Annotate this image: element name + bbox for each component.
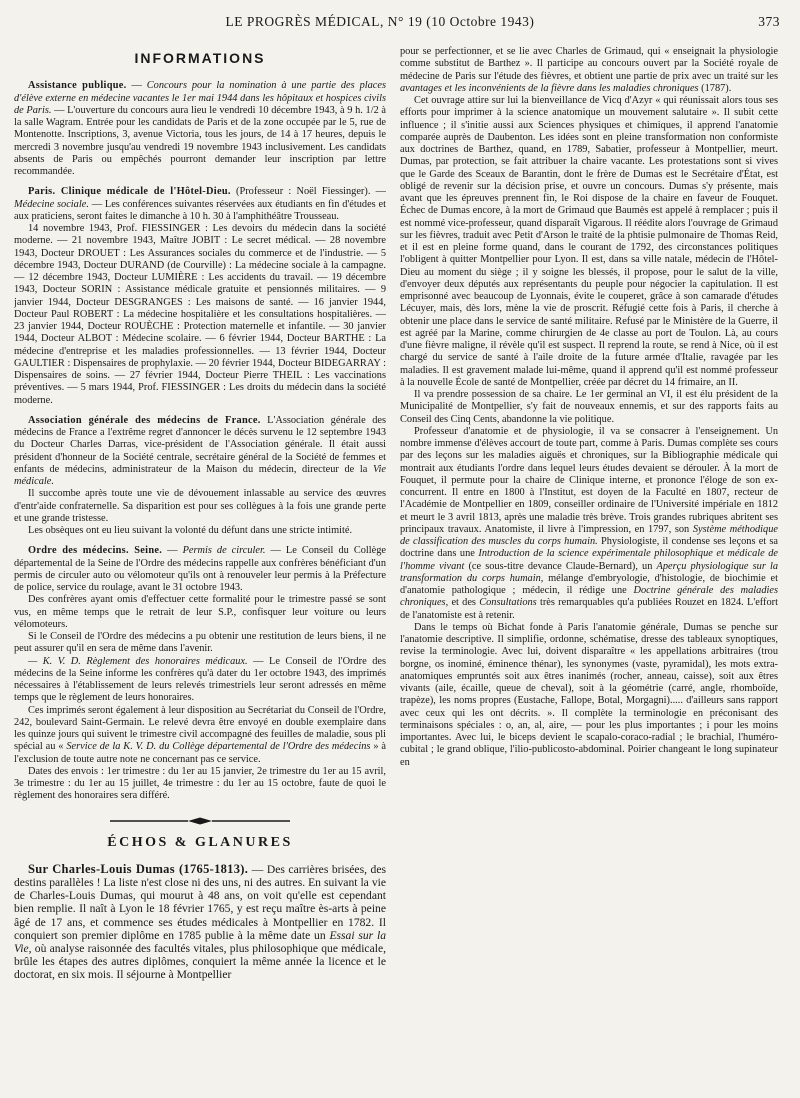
- paris-text2: — Les conférences suivantes réservées aux étudiants en fin d'études et aux praticiens, seront faites le dimanche à 10 h. 30 à l'amphithéâtre Trousseau.: [14, 198, 386, 222]
- right-p1a: pour se perfectionner, et se lie avec Charles de Grimaud, qui « enseignait la physiologie comme substitut de Barthez ». Il participe au concours ouvert par la Société royale de médecine de Paris sur l'étude des fièvres, et obtient une partie de prix avec un traité sur les: [400, 46, 778, 82]
- association-rubric: Association générale des médecins de France.: [28, 414, 261, 426]
- right-p1b: (1787).: [701, 82, 732, 94]
- kvd-text5a: Ces imprimés seront également à leur disposition au Secrétariat du Conseil de l'Ordre, 242, boulevard Saint-Germain. Le relevé devra être envoyé en double exemplaire dans les quinze jours qui suivent le trimestre civil accompagné des feuilles de maladie, sous pli spécial au «: [14, 704, 386, 753]
- right-p4e: et des: [451, 597, 476, 609]
- right-p4a: Professeur d'anatomie et de physiologie, il va se consacrer à l'enseignement. Un nombre immense d'élèves accourt de toute part, comme à Paris. Dumas complète ses cours par des leçons sur les maladies aiguës et chroniques, sur la Bibliographie médicale qui montrait aux étudiants l'ordre dans lequel leurs études devaient se dérouler. À la mort de Fouquet, il permute pour la chaire de Clinique interne, et prononce l'éloge de son ex-concurrent. Il entre en 1800 à l'Institut, est doyen de la Faculté en 1807, recteur de l'Académie de Montpellier en 1809, conseiller ordinaire de l'Université impériale en 1812 et meurt le 3 avril 1813, après une maladie très brève. Trois grandes rubriques abritent ses principaux travaux. Anatomiste, il livre à l'impression, en 1797, son: [400, 425, 778, 535]
- kvd-imprimes: [14, 705, 386, 766]
- assistance-italic: Concours pour la nomination à une partie des places d'élève externe en médecine vacantes le 1er mai 1944 dans les hôpitaux et hospices civils de Paris.: [14, 80, 386, 116]
- right-paragraph-3: Il va prendre possession de sa chaire. Le 1er germinal an VI, il est élu président de la Municipalité de Montpellier, s'y fait de nouveaux ennemis, et sur des rapports faits au Conseil des Cinq Cents, abandonne la vie politique.: [400, 389, 778, 425]
- assistance-text: — L'ouverture du concours aura lieu le vendredi 10 décembre 1943, à 9 h. 1/2 à la salle Wagram. Entrée pour les candidats de Paris et de la zone occupée par le 5, rue de Montenotte. Inscriptions, 3, avenue Victoria, tous les jours, de 14 à 17 heures, depuis le mercredi 3 novembre jusqu'au vendredi 19 novembre 1943 inclusivement. Les candidats absents de Paris ou empêchés pourront demander leur inscription par lettre recommandée.: [14, 104, 386, 177]
- ordre-text1: — Le Conseil du Collège départemental de la Seine de l'Ordre des médecins rappelle aux confrères bénéficiant d'un permis de circuler auto ou vélomoteur qu'ils ont à renouveler leur permis à la Préfecture de police, service du roulage, avant le 31 octobre 1943.: [14, 545, 386, 593]
- dumas-lead-paragraph: [14, 863, 386, 982]
- running-head: [20, 14, 780, 34]
- assistance-rubric: Assistance publique.: [28, 80, 127, 92]
- paris-italic: Médecine sociale.: [14, 198, 89, 210]
- ordre-rubric: Ordre des médecins. Seine.: [28, 545, 163, 557]
- right-paragraph-1: [400, 46, 778, 95]
- association-text2: Il succombe après toute une vie de dévouement inlassable au service des œuvres d'entr'aide confraternelle. Sa disparition est pour ses collègues à la fois une grande perte et une grande tristesse.: [14, 488, 386, 524]
- right-column: [400, 46, 778, 1092]
- right-p4-it1: Système méthodique de classification des muscles du corps humain.: [400, 523, 778, 547]
- right-paragraph-4: [400, 426, 778, 622]
- association-italic: Vie médicale.: [14, 463, 386, 487]
- right-p4-it3: Aperçu physiologique sur la transformation du corps humain,: [400, 560, 778, 584]
- right-p4-it2: Introduction de la science expérimentale philosophique et médicale de l'homme vivant: [400, 548, 778, 572]
- kvd-text: — Le Conseil de l'Ordre des médecins de la Seine informe les confrères qu'à dater du 1er octobre 1943, des imprimés nécessaires à l'établissement de leurs relevés trimestriels leur seront adressés en même temps que le règlement de leurs honoraires.: [14, 655, 386, 704]
- echos-heading: ÉCHOS & GLANURES: [107, 834, 293, 850]
- association-block: [14, 415, 386, 538]
- kvd-italic3: Service de la K. V. D. du Collège départemental de l'Ordre des médecins: [66, 741, 371, 753]
- right-paragraph-5: Dans le temps où Bichat fonde à Paris l'anatomie générale, Dumas se penche sur l'anatomie descriptive. Il simplifie, ordonne, schématise, dresse des tableaux synoptiques, revise la terminologie. Avec lui, doivent disparaître « les appellations arbitraires (trou borgne, os inominé, éminence thénar), les synonymes (vaste, pyramidal), les mots extra-anatomiques empruntés soit aux êtres inanimés (rocher, anneau, caisse), soit aux êtres vivants (aile, écaille, queue de cheval), soit à la géométrie (carré, angle, rhomboïde, trapèze), les noms propres (Eustache, Fallope, Botal, Morgagni)..... d'ailleurs sans rapport avec ceux qui les ont décrits. ». Il complète la terminologie en préconisant des terminaisons spéciales : o, an, al, aire, — pour les plus importantes ; i pour les moins importantes. Avec lui, le biceps devient le scapalo-coraco-radial ; le brachial, l'huméro-cubital ; le grand oblique, l'ilio-publicosto-abdominal. Poirier changeant le long supinateur en: [400, 621, 778, 768]
- assistance-paragraph: Assistance publique. — Concours pour la nomination à une partie des places d'élève externe en médecine vacantes le 1er mai 1944 dans les hôpitaux et hospices civils de Paris. — L'ouverture du concours aura lieu le vendredi 10 décembre 1943, à 9 h. 1/2 à la salle Wagram. Entrée pour les candidats de Paris et de la zone occupée par le 5, rue de Montenotte. Inscriptions, 3, avenue Victoria, tous les jours, de 14 à 17 heures, depuis le mercredi 3 novembre jusqu'au vendredi 19 novembre 1943 inclusivement. Les candidats absents de Paris ou empêchés pourront demander leur inscription par lettre recommandée.: [14, 80, 386, 177]
- paris-rubric: Paris. Clinique médicale de l'Hôtel-Dieu.: [28, 186, 231, 198]
- paris-paragraph: [14, 186, 386, 223]
- paris-lectures: 14 novembre 1943, Prof. FIESSINGER : Les devoirs du médecin dans la société moderne. — 21 novembre 1943, Maître JOBIT : Le secret médical. — 28 novembre 1943, Docteur DROUET : Les Assurances sociales du commerce et de l'industrie. — 5 décembre 1943, Docteur DURAND (de Courville) : La médecine sociale à la campagne. — 12 décembre 1943, Docteur LUMIÈRE : Les accidents du travail. — 19 décembre 1943, Docteur SORIN : Assistance médicale gratuite et pensionnés militaires. — 9 janvier 1944, Docteur DESGRANGES : Les maisons de santé. — 16 janvier 1944, Docteur Paul ROBERT : La médecine hospitalière et les consultations hospitalières. — 23 janvier 1944, Docteur ROUÈCHE : Protection maternelle et infantile. — 30 janvier 1944, Docteur ALBOT : Médecine scolaire. — 6 février 1944, Docteur BARTHE : La médecine d'entreprise et les maladies professionnelles. — 13 février 1944, Docteur GAULTIER : Dispensaires de prophylaxie. — 20 février 1944, Docteur BIDEGARRAY : Dispensaires de soins. — 27 février 1944, Docteur Pierre THEIL : Les vaccinations préventives. — 5 mars 1944, Prof. FIESSINGER : Les droits du médecin dans la société moderne.: [14, 223, 386, 406]
- page-number: 373: [758, 14, 780, 29]
- right-p4d: mélange d'embryologie, d'histologie, de biochimie et d'anatomie pathologique ; médecin, il rédige une: [400, 572, 778, 596]
- journal-title: LE PROGRÈS MÉDICAL, N° 19 (10 Octobre 1943): [225, 14, 535, 29]
- kvd-text5b: » à l'exclusion de toute autre note ne concernant pas ce service.: [14, 741, 386, 765]
- informations-heading: INFORMATIONS: [134, 50, 266, 66]
- left-column: [14, 46, 386, 1092]
- right-p4-it4: Doctrine générale des maladies chroniques,: [400, 585, 778, 609]
- ornament-rule-icon: [100, 817, 300, 825]
- right-p1-italic: avantages et les inconvénients de la fièvre dans les maladies chroniques: [400, 82, 699, 94]
- ordre-paragraph: Ordre des médecins. Seine. — Permis de circuler. — Le Conseil du Collège départemental de la Seine de l'Ordre des médecins rappelle aux confrères bénéficiant d'un permis de circuler auto ou vélomoteur qu'ils ont à renouveler leur permis à la Préfecture de police, service du roulage, avant le 31 octobre 1943.: [14, 545, 386, 593]
- kvd-paragraph: [14, 656, 386, 705]
- association-paragraph: [14, 415, 386, 489]
- right-p4b: Physiologiste, il condense ses leçons et sa doctrine dans une: [400, 536, 778, 560]
- kvd-dates: Dates des envois : 1er trimestre : du 1er au 15 janvier, 2e trimestre du 1er au 15 avril, 3e trimestre : du 1er au 15 juillet, 4e trimestre : du 1er au 15 octobre, faute de quoi le règlement des honoraires sera différé.: [14, 765, 386, 802]
- kvd-italic: — K. V. D. Règlement des honoraires médicaux.: [28, 655, 248, 667]
- ordre-text2: Des confrères ayant omis d'effectuer cette formalité pour le trimestre passé se sont vus, en même temps que le retrait de leur S.P., confisquer leur voiture ou leurs vélomoteurs.: [14, 594, 386, 630]
- ordre-block: [14, 545, 386, 802]
- dumas-lead-italic: Essai sur la Vie,: [14, 928, 386, 955]
- ordre-italic1: Permis de circuler.: [182, 545, 266, 557]
- right-p4f: très remarquables qu'a publiées Rouzet en 1824. L'effort de l'anatomiste est à retenir.: [400, 597, 778, 621]
- dumas-lead-text2: où analyse raisonnée des facultés vitales, plus philosophique que médicale, brûle les étapes des autres diplômes, conquiert la même année la licence et le doctorat, en six mois. Il séjourne à Montpellier: [14, 941, 386, 982]
- right-p4-it5: Consultations: [479, 597, 537, 609]
- association-text3: Les obsèques ont eu lieu suivant la volonté du défunt dans une stricte intimité.: [28, 525, 353, 536]
- ornament-divider: [14, 817, 386, 825]
- paris-text1: (Professeur : Noël Fiessinger). —: [236, 186, 386, 198]
- paris-block: [14, 186, 386, 407]
- dumas-rubric: Sur Charles-Louis Dumas (1765-1813).: [28, 861, 249, 876]
- right-paragraph-2: Cet ouvrage attire sur lui la bienveillance de Vicq d'Azyr « qui réunissait alors tous ses efforts pour imprimer à la science anatomique un mouvement salutaire ». Il subit cette influence ; il s'initie aussi aux Sciences physiques et chimiques, il apprend l'anatomie comparée auprès de Daubenton. Les idées sont en pleine transformation non conformiste aux doctrines de Barthez, quand, en 1789, Sabatier, professeur à Montpellier, meurt. Dumas, par protection, se fait attribuer la chaire vacante. Les protestations sont si vives que le Garde des Sceaux de Barantin, dont le frère de Dumas est le Secrétaire d'État, est obligé de revenir sur la décision prise, et ouvre un concours. Dumas s'y présente, mais avant que les épreuves prennent fin, le Roi dispose de la chaire en faveur de Fouquet. Échec de Dumas encore, à la mort de Grimaud que Baumès est appelé à remplacer ; puis il est nommé vice-professeur, quand disparaît Vigarous. Il réédite alors l'ouvrage de Grimaud sur les fièvres, traduit avec Petit d'Arson le traité de la phtisie pulmonaire de Thomas Reid, et il est en pleine forme quand, dans le courant de 1792, des circonstances politiques l'obligent à quitter Montpellier pour Lyon. Il est, dans sa ville natale, médecin de l'Hôtel-Dieu au moment du siège ; il y soigne les blessés, il propose, pour le salut de la ville, d'envoyer deux députés aux représentants du peuple pour négocier la capitulation. Il est emprisonné avec beaucoup de Lyonnais, évite le couperet, grâce à son camarade d'études Lécuyer, mais, dès lors, mène la vie de proscrit. Réfugié cette fois à Paris, il cherche à obtenir une place dans le service de santé militaire. Refusé par le Ministère de la Guerre, il est agréé par la Marine, comme chirurgien de 4e classe au port de Toulon. Là, au cours d'une fièvre maligne, il révèle qu'il est suspect. Il reprend la route, se rend à Nice, où il est chargé du service de santé à l'aile droite de la future armée d'Italie, ravagée par les maladies. Il est gravement malade lui-même, quand il apprend qu'il est nommé professeur à la nouvelle École de santé de Montpellier, créée par décret du 14 frimaire, an II.: [400, 95, 778, 388]
- right-p4c: (ce sous-titre devance Claude-Bernard), un: [468, 560, 653, 572]
- ordre-text3: Si le Conseil de l'Ordre des médecins a pu obtenir une restitution de leurs biens, il ne peut assurer qu'il en sera de même dans l'avenir.: [14, 631, 386, 655]
- association-text1: L'Association générale des médecins de France a l'extrême regret d'annoncer le décès survenu le 12 septembre 1943 du Docteur Charles Darras, vice-président de l'Association générale. Il était aussi président d'honneur de la Société centrale, secrétaire général de la Société de femmes et enfants de médecins, administrateur de la Maison du médecin, directeur de la: [14, 414, 386, 475]
- dumas-lead-text: — Des carrières brisées, des destins parallèles ! La liste n'est close ni des uns, ni des autres. En suivant la vie de Charles-Louis Dumas, qui mourut à 48 ans, on voit qu'elle est cependant bien remplie. Il naît à Lyon le 18 février 1765, y est reçu maître ès-arts à peine âgé de 17 ans, et commence ses études médicales à Montpellier en 1782. Il conquiert son premier diplôme en 1785 publie à la même date un: [14, 862, 386, 942]
